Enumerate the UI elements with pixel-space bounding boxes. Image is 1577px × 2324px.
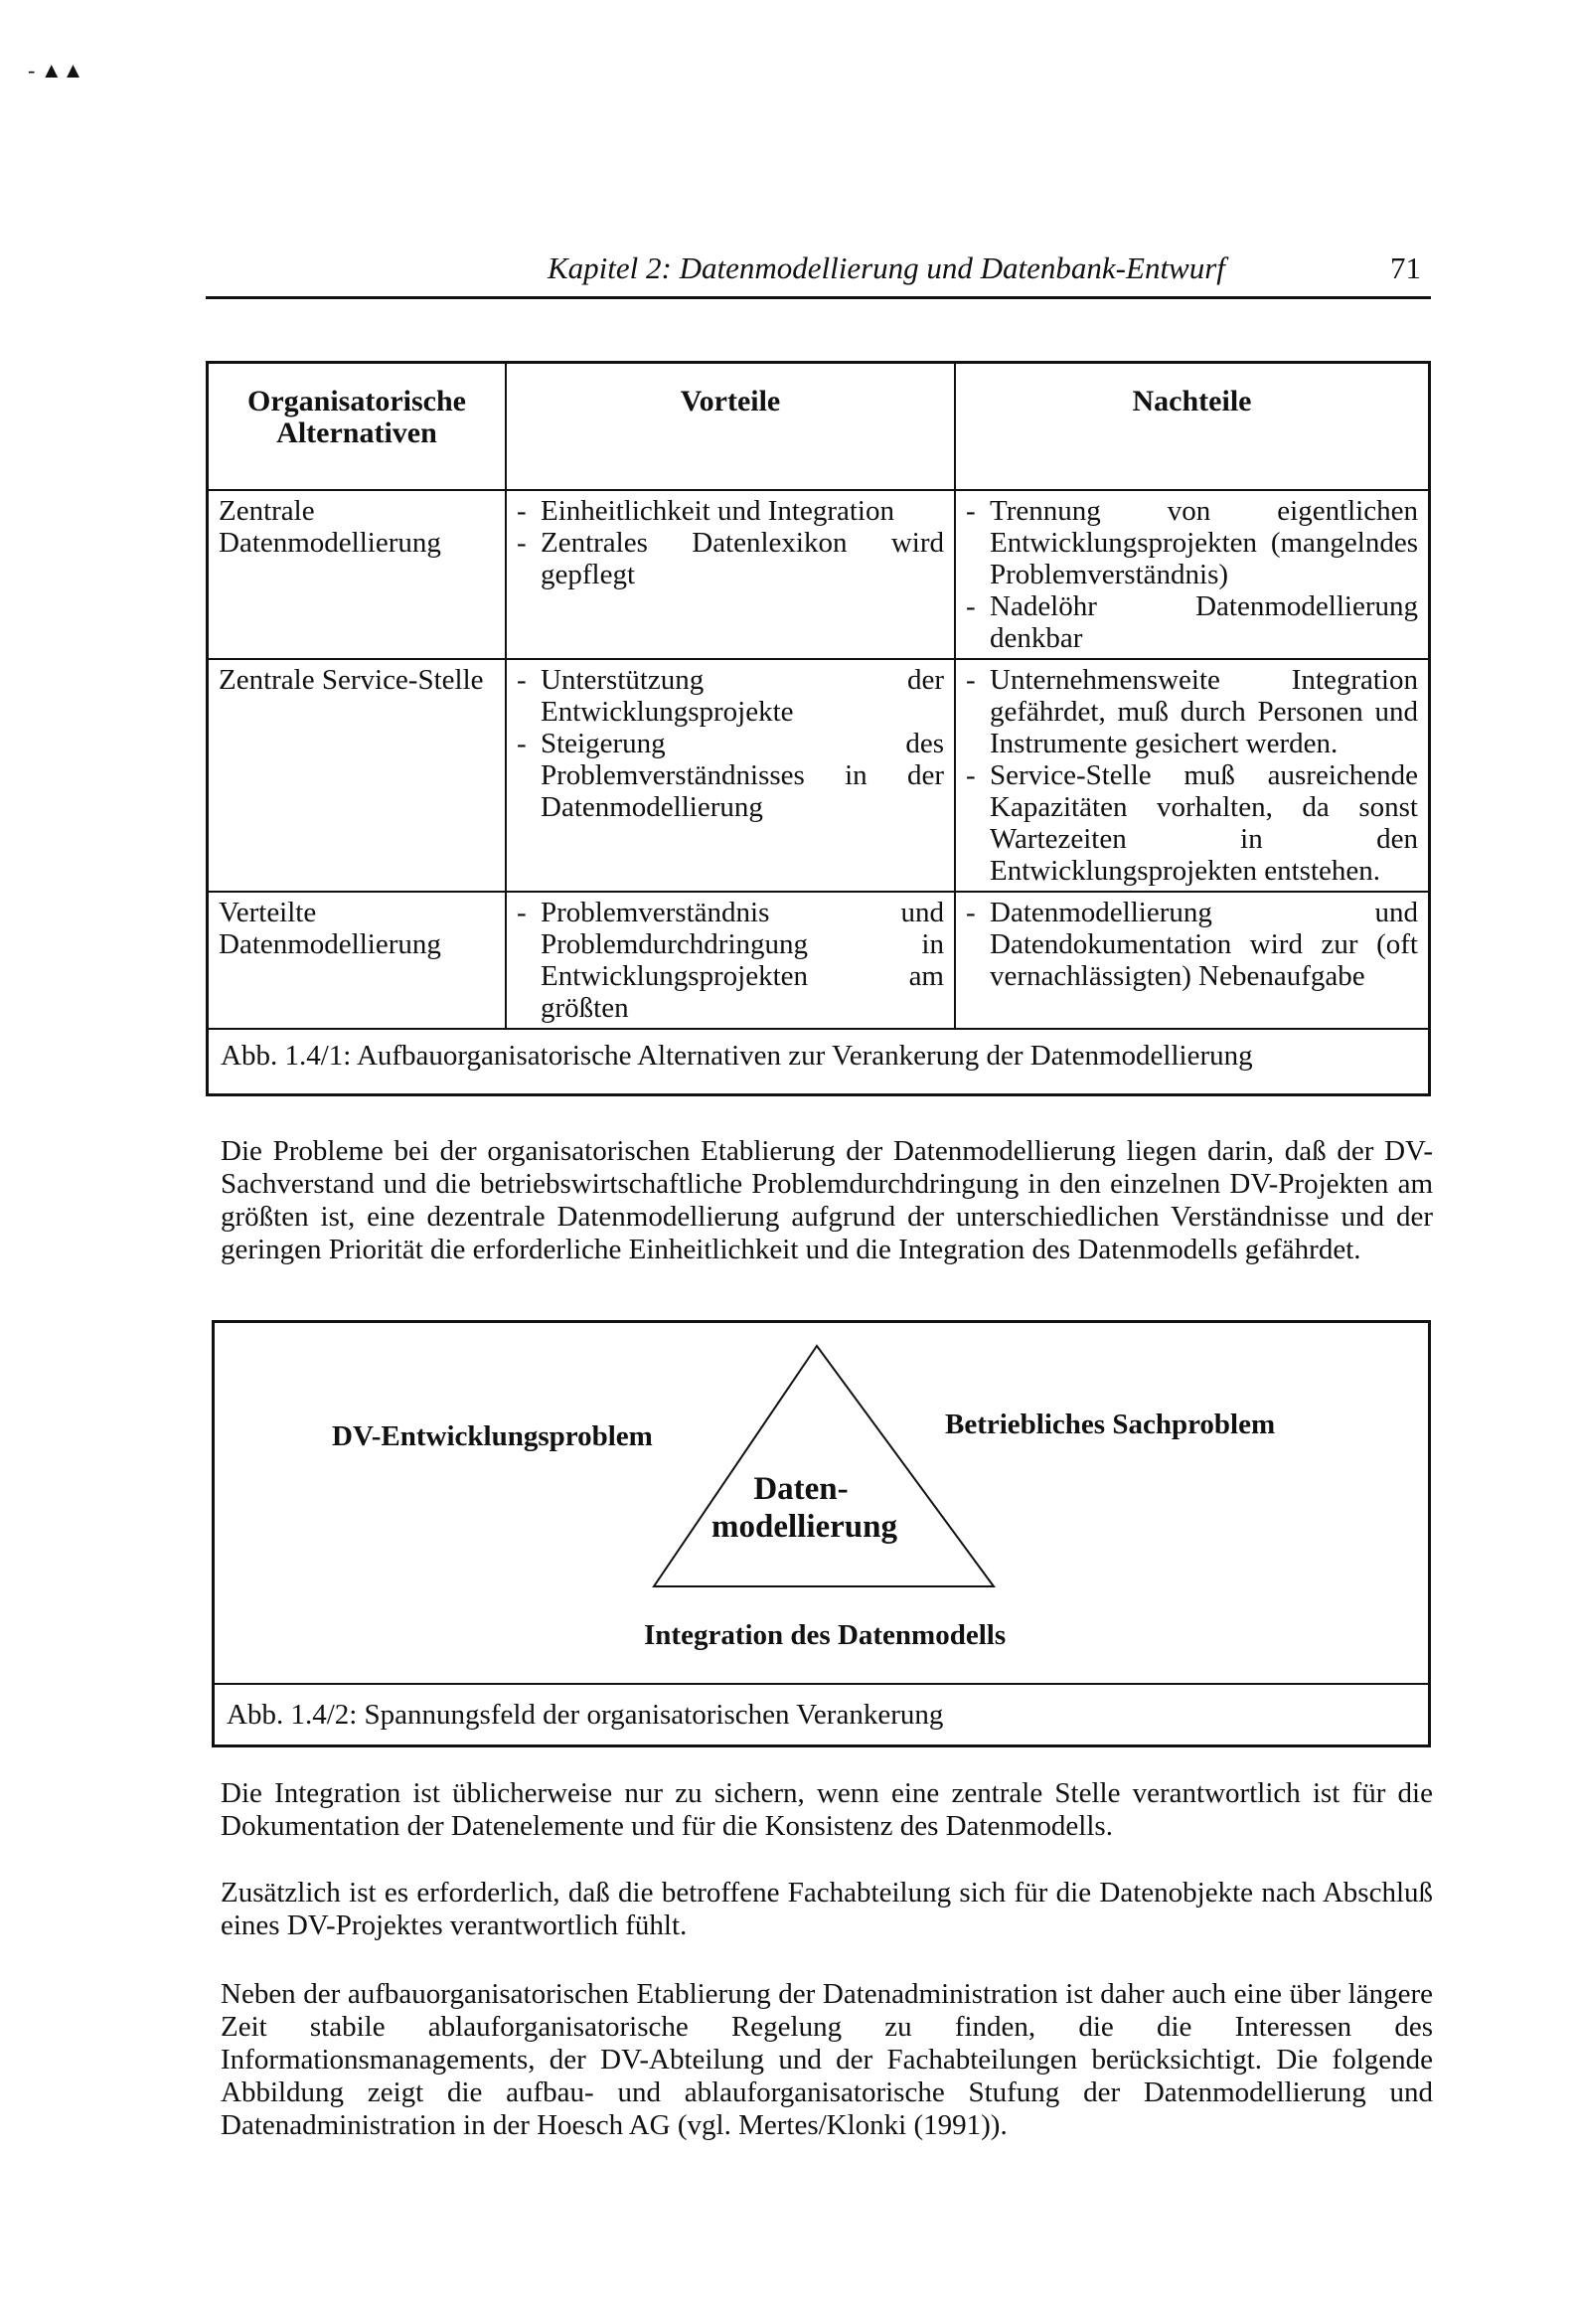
alternative-cell: Zentrale Datenmodellierung [208, 490, 507, 659]
alternative-cell: Zentrale Service-Stelle [208, 659, 507, 892]
figure-area [215, 1323, 1428, 1685]
alternative-cell: Verteilte Datenmodellierung [208, 892, 507, 1029]
margin-mark: - ▲▲ [28, 58, 84, 83]
list-item: - Unterstützung der Entwicklungsprojekte [517, 664, 944, 728]
vorteile-cell [506, 659, 955, 892]
list-item: - Service-Stelle muß ausreichende Kapazitäten vorhalten, da sonst Wartezeiten in den Entwicklungsprojekten entstehen. [966, 759, 1418, 887]
column-header: Nachteile [955, 363, 1430, 491]
table-row [208, 659, 1430, 892]
figure-box [212, 1320, 1431, 1747]
center-label-line: Daten- [753, 1471, 849, 1507]
bottom-label: Integration des Datenmodells [644, 1619, 1007, 1651]
center-label [711, 1470, 897, 1546]
list-item: - Problemverständnis und Problemdurchdringung in Entwicklungsprojekten am größten [517, 897, 944, 1024]
nachteile-cell [955, 659, 1430, 892]
caption-row [208, 1029, 1430, 1095]
figure-caption: Abb. 1.4/2: Spannungsfeld der organisatorischen Verankerung [227, 1699, 944, 1731]
running-header [206, 250, 1431, 299]
paragraph: Die Integration ist üblicherweise nur zu sichern, wenn eine zentrale Stelle verantwortlich ist für die Dokumentation der Datenelemente und für die Konsistenz des Datenmodells. [221, 1777, 1433, 1842]
vorteile-cell [506, 892, 955, 1029]
table-caption: Abb. 1.4/1: Aufbauorganisatorische Alternativen zur Verankerung der Datenmodellierung [208, 1029, 1430, 1095]
page-number: 71 [1390, 250, 1421, 285]
nachteile-cell [955, 490, 1430, 659]
center-label-line: modellierung [711, 1509, 897, 1545]
paragraph: Neben der aufbauorganisatorischen Etablierung der Datenadministration ist daher auch eine über längere Zeit stabile ablauforganisatorische Regelung zu finden, die die Interessen des Informationsmanagements, der DV-Abteilung und der Fachabteilungen berücksichtigt. Die folgende Abbildung zeigt die aufbau- und ablauforganisatorische Stufung der Datenmodellierung und Datenadministration in der Hoesch AG (vgl. Mertes/Klonki (1991)). [221, 1978, 1433, 2141]
column-header: Organisatorische Alternativen [208, 363, 507, 491]
nachteile-cell [955, 892, 1430, 1029]
list-item: - Unternehmensweite Integration gefährdet, muß durch Personen und Instrumente gesichert werden. [966, 664, 1418, 759]
list-item: - Nadelöhr Datenmodellierung denkbar [966, 590, 1418, 654]
list-item: - Steigerung des Problemverständnisses in der Datenmodellierung [517, 728, 944, 823]
paragraph: Zusätzlich ist es erforderlich, daß die betroffene Fachabteilung sich für die Datenobjekte nach Abschluß eines DV-Projektes verantwortlich fühlt. [221, 1877, 1433, 1941]
vorteile-cell [506, 490, 955, 659]
table-row [208, 892, 1430, 1029]
right-label: Betriebliches Sachproblem [945, 1409, 1276, 1440]
table-row [208, 490, 1430, 659]
list-item: - Zentrales Datenlexikon wird gepflegt [517, 527, 944, 590]
paragraph: Die Probleme bei der organisatorischen Etablierung der Datenmodellierung liegen darin, daß der DV-Sachverstand und die betriebswirtschaftliche Problemdurchdringung in den einzelnen DV-Projekten am größten ist, eine dezentrale Datenmodellierung aufgrund der unterschiedlichen Verständnisse und der geringen Priorität die erforderliche Einheitlichkeit und die Integration des Datenmodells gefährdet. [221, 1135, 1433, 1265]
triangle-shape [654, 1346, 994, 1586]
chapter-title: Kapitel 2: Datenmodellierung und Datenbank-Entwurf [548, 250, 1225, 285]
table-header-row [208, 363, 1430, 491]
left-label: DV-Entwicklungsproblem [332, 1420, 653, 1452]
alternatives-table [206, 361, 1431, 1096]
column-header: Vorteile [506, 363, 955, 491]
list-item: - Datenmodellierung und Datendokumentation wird zur (oft vernachlässigten) Nebenaufgabe [966, 897, 1418, 992]
list-item: - Einheitlichkeit und Integration [517, 495, 944, 527]
list-item: - Trennung von eigentlichen Entwicklungsprojekten (mangelndes Problemverständnis) [966, 495, 1418, 590]
